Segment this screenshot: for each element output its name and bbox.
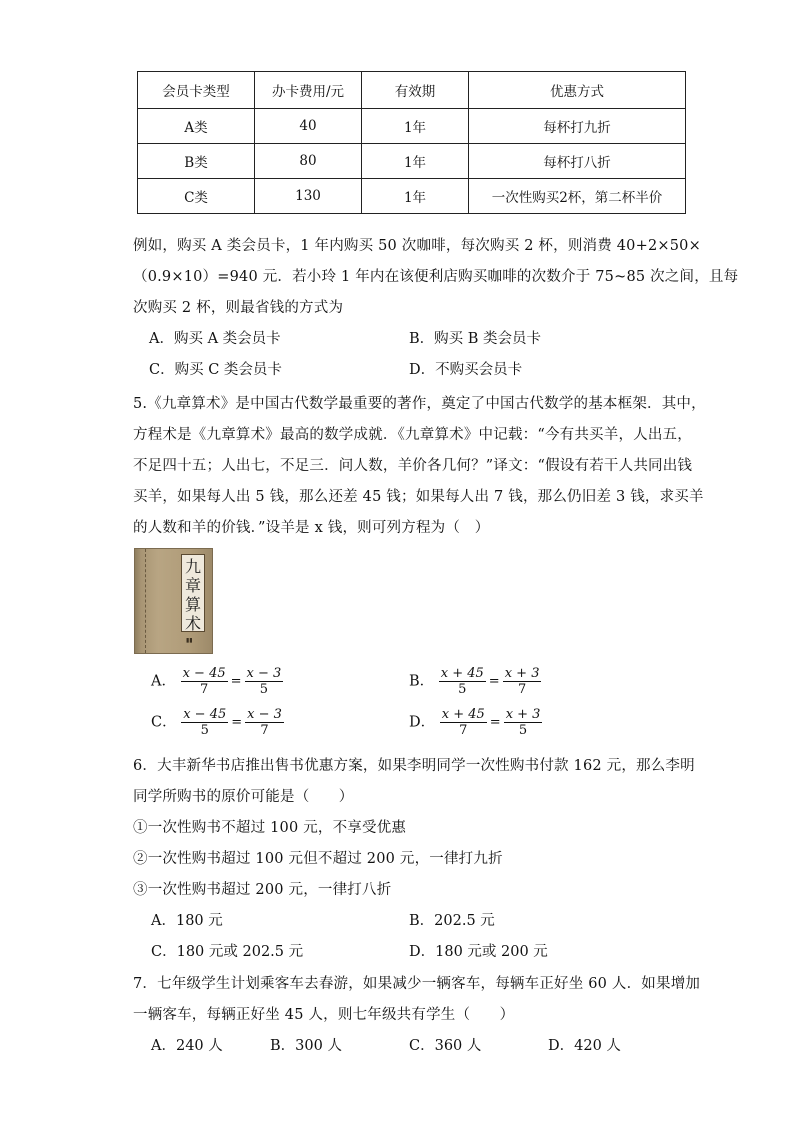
q6-rule: ①一次性购书不超过 100 元，不享受优惠 <box>133 820 407 836</box>
q4-text-line: 例如，购买 A 类会员卡，1 年内购买 50 次咖啡，每次购买 2 杯，则消费 40+2×50× <box>133 238 701 254</box>
table-cell: 130 <box>255 179 362 214</box>
numerator: x + 45 <box>440 666 484 681</box>
q4-text-line: 次购买 2 杯，则最省钱的方式为 <box>133 300 344 316</box>
q5-option-c[interactable] <box>151 707 284 738</box>
book-title-label <box>181 554 205 632</box>
table-row <box>138 144 686 179</box>
q6-option-a[interactable]: A．180 元 <box>151 913 223 929</box>
numerator: x + 3 <box>504 666 540 681</box>
numerator: x − 45 <box>183 707 227 722</box>
table-cell: 40 <box>255 109 362 144</box>
q4-text-line: （0.9×10）=940 元．若小玲 1 年内在该便利店购买咖啡的次数介于 75~85 次之间，且每 <box>133 269 739 285</box>
denominator: 7 <box>459 723 468 738</box>
q6-option-b[interactable]: B．202.5 元 <box>409 913 495 929</box>
q6-option-c[interactable]: C．180 元或 202.5 元 <box>151 944 304 960</box>
book-binding <box>145 549 146 653</box>
equals-sign: = <box>231 715 243 730</box>
q5-option-a[interactable] <box>151 666 283 697</box>
fraction <box>440 707 487 738</box>
denominator: 7 <box>199 682 209 697</box>
q6-option-d[interactable]: D．180 元或 200 元 <box>409 944 548 960</box>
table-cell: 80 <box>255 144 362 179</box>
fraction <box>245 707 284 738</box>
q5-option-b[interactable] <box>409 666 541 697</box>
numerator: x − 3 <box>247 707 282 722</box>
membership-table <box>137 71 686 214</box>
denominator: 5 <box>458 682 467 697</box>
fraction <box>181 666 228 697</box>
q7-option-c[interactable]: C．360 人 <box>409 1038 482 1054</box>
table-header-cell: 办卡费用/元 <box>255 72 362 109</box>
equals-sign: = <box>488 674 500 689</box>
fraction <box>504 707 543 738</box>
table-cell: 1年 <box>362 144 469 179</box>
table-cell: 1年 <box>362 109 469 144</box>
fraction <box>245 666 284 697</box>
book-title-char: 算 <box>184 595 201 614</box>
q5-text-line: 5.《九章算术》是中国古代数学最重要的著作，奠定了中国古代数学的基本框架．其中， <box>133 396 706 412</box>
table-cell: C类 <box>138 179 255 214</box>
denominator: 7 <box>517 682 527 697</box>
q7-text-line: 一辆客车，每辆正好坐 45 人，则七年级共有学生（ ） <box>133 1007 515 1023</box>
q6-rule: ②一次性购书超过 100 元但不超过 200 元，一律打九折 <box>133 851 503 867</box>
q7-text-line: 7．七年级学生计划乘客车去春游，如果减少一辆客车，每辆车正好坐 60 人．如果增加 <box>133 976 701 992</box>
q6-text-line: 同学所购书的原价可能是（ ） <box>133 789 354 805</box>
table-header-cell: 会员卡类型 <box>138 72 255 109</box>
option-label: C． <box>151 714 177 731</box>
q6-rule: ③一次性购书超过 200 元，一律打八折 <box>133 882 392 898</box>
book-title-char: 九 <box>184 557 201 576</box>
equals-sign: = <box>489 715 501 730</box>
table-row <box>138 179 686 214</box>
numerator: x + 45 <box>441 707 485 722</box>
table-header-cell: 有效期 <box>362 72 469 109</box>
q7-option-a[interactable]: A．240 人 <box>151 1038 223 1054</box>
fraction <box>439 666 486 697</box>
table-row <box>138 109 686 144</box>
q6-text-line: 6．大丰新华书店推出售书优惠方案，如果李明同学一次性购书付款 162 元，那么李明 <box>133 758 695 774</box>
table-header-cell: 优惠方式 <box>469 72 686 109</box>
q5-option-d[interactable] <box>409 707 542 738</box>
fraction <box>503 666 542 697</box>
jiuzhang-suanshu-book-image <box>134 548 213 654</box>
table-cell: 一次性购买2杯，第二杯半价 <box>469 179 686 214</box>
q5-text-line: 不足四十五；人出七，不足三．问人数，羊价各几何？”译文：“假设有若干人共同出钱 <box>133 458 693 474</box>
book-title-char: 术 <box>184 614 201 633</box>
book-title-char: 章 <box>184 576 201 595</box>
table-cell: 每杯打九折 <box>469 109 686 144</box>
option-label: B． <box>409 673 435 690</box>
table-header-row <box>138 72 686 109</box>
q4-option-b[interactable]: B．购买 B 类会员卡 <box>409 331 542 347</box>
denominator: 5 <box>518 723 528 738</box>
option-label: D． <box>409 714 436 731</box>
book-seal-icon: ▮▮ <box>186 637 193 644</box>
equals-sign: = <box>230 674 242 689</box>
table-cell: 1年 <box>362 179 469 214</box>
denominator: 7 <box>260 723 269 738</box>
q7-option-d[interactable]: D．420 人 <box>548 1038 621 1054</box>
option-label: A． <box>151 673 176 690</box>
numerator: x − 45 <box>182 666 226 681</box>
numerator: x + 3 <box>505 707 541 722</box>
q4-option-d[interactable]: D．不购买会员卡 <box>409 362 523 378</box>
table-cell: 每杯打八折 <box>469 144 686 179</box>
q5-text-line: 的人数和羊的价钱．”设羊是 x 钱，则可列方程为（ ） <box>133 520 490 536</box>
denominator: 5 <box>200 723 209 738</box>
q4-option-c[interactable]: C．购买 C 类会员卡 <box>149 362 282 378</box>
q5-text-line: 方程术是《九章算术》最高的数学成就．《九章算术》中记载：“今有共买羊，人出五， <box>133 427 692 443</box>
fraction <box>181 707 228 738</box>
q4-option-a[interactable]: A．购买 A 类会员卡 <box>149 331 281 347</box>
q7-option-b[interactable]: B．300 人 <box>270 1038 342 1054</box>
denominator: 5 <box>259 682 269 697</box>
table-cell: A类 <box>138 109 255 144</box>
q5-text-line: 买羊，如果每人出 5 钱，那么还差 45 钱；如果每人出 7 钱，那么仍旧差 3 钱，求买羊 <box>133 489 704 505</box>
table-cell: B类 <box>138 144 255 179</box>
numerator: x − 3 <box>246 666 282 681</box>
